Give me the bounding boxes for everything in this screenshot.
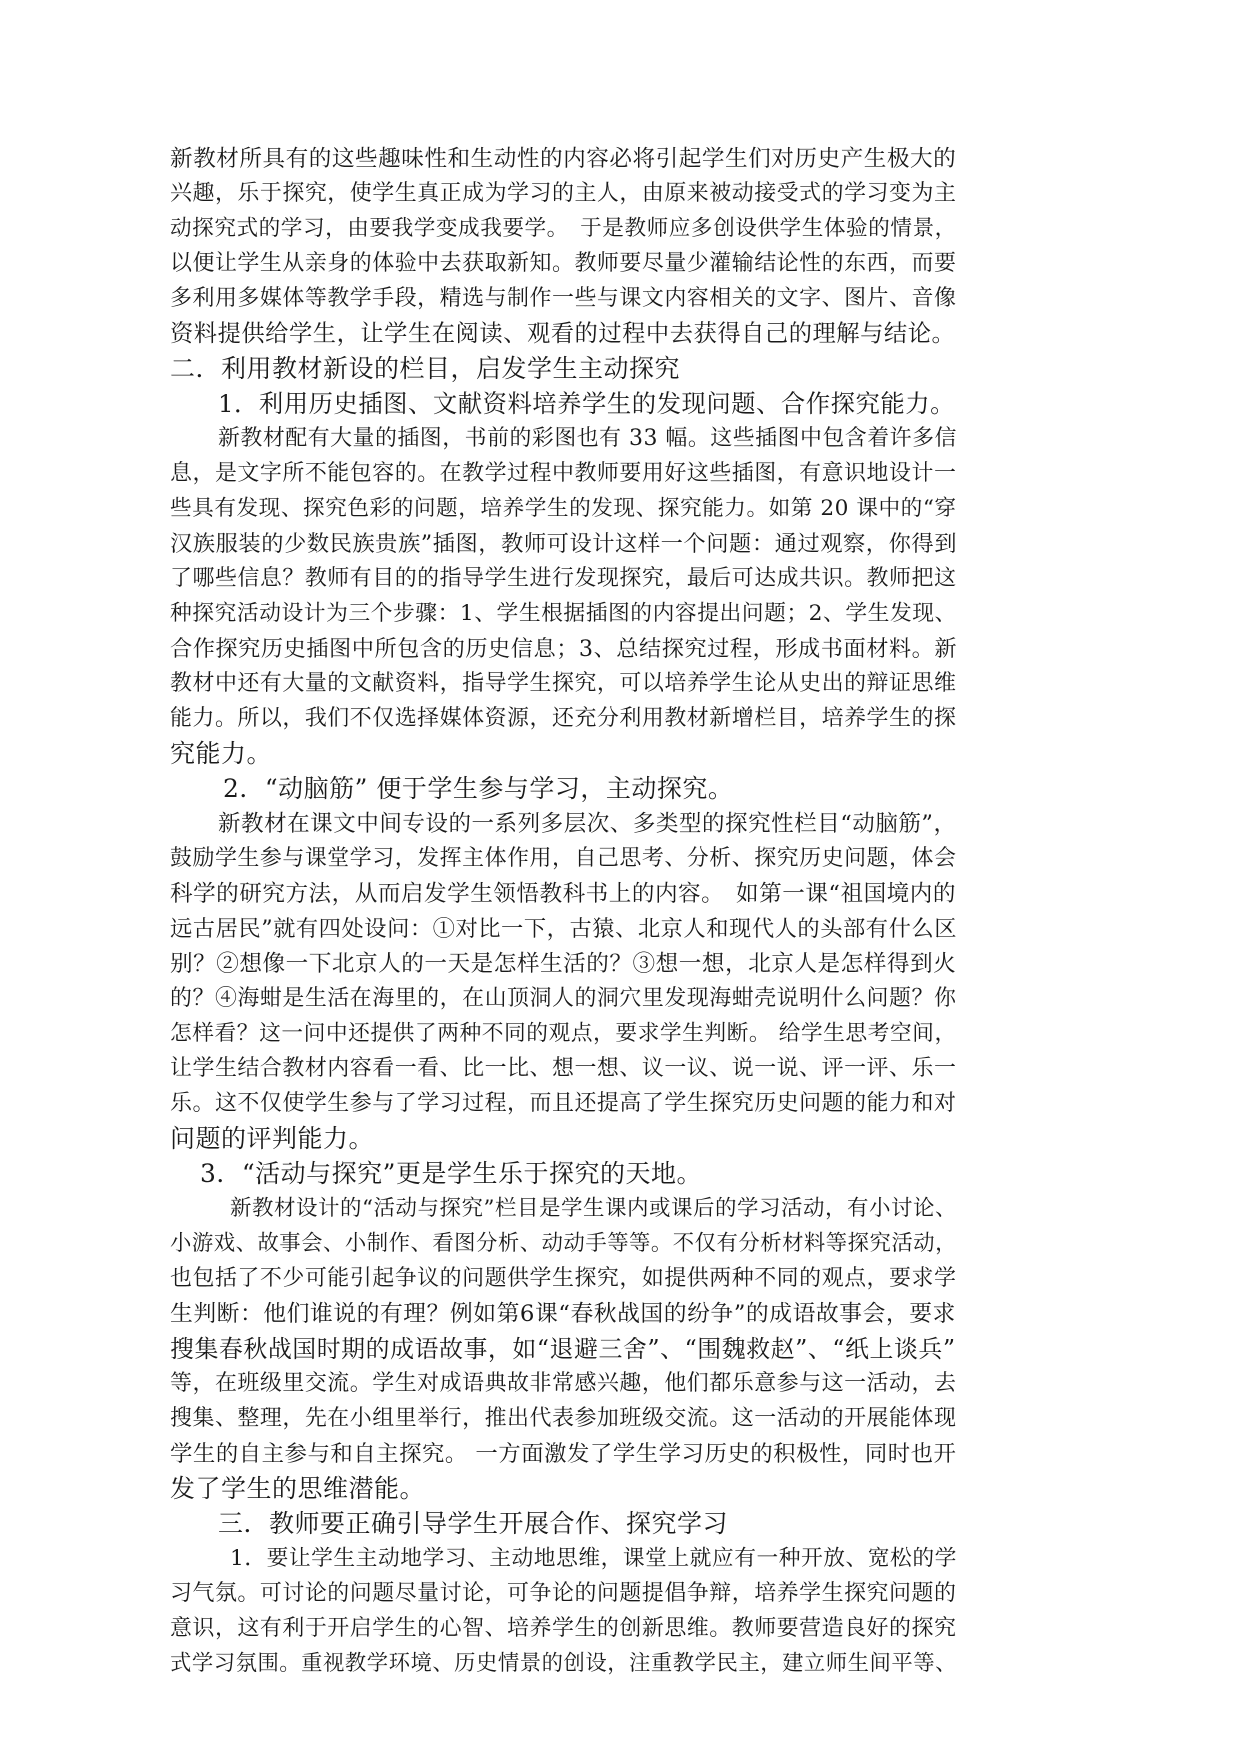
text-line: 动探究式的学习，由要我学变成我要学。 于是教师应多创设供学生体验的情景， [170, 216, 957, 241]
text-line: 小游戏、故事会、小制作、看图分析、动动手等等。不仅有分析材料等探究活动， [170, 1231, 957, 1256]
paragraph-start: 1．要让学生主动地学习、主动地思维，课堂上就应有一种开放、宽松的学 [230, 1546, 957, 1571]
text-line: 教材中还有大量的文献资料，指导学生探究，可以培养学生论从史出的辩证思维 [170, 671, 957, 696]
text-line: 让学生结合教材内容看一看、比一比、想一想、议一议、说一说、评一评、乐一 [170, 1056, 957, 1081]
text-line: 发了学生的思维潜能。 [170, 1474, 426, 1503]
text-line: 新教材所具有的这些趣味性和生动性的内容必将引起学生们对历史产生极大的 [170, 146, 957, 172]
text-line: 种探究活动设计为三个步骤：1、学生根据插图的内容提出问题；2、学生发现、 [170, 601, 957, 626]
text-line: 搜集春秋战国时期的成语故事，如“退避三舍”、“围魏救赵”、“纸上谈兵” [170, 1335, 956, 1363]
text-line: 能力。所以，我们不仅选择媒体资源，还充分利用教材新增栏目，培养学生的探 [170, 706, 957, 731]
text-line: 搜集、整理，先在小组里举行，推出代表参加班级交流。这一活动的开展能体现 [170, 1406, 957, 1431]
text-line: 怎样看？这一问中还提供了两种不同的观点，要求学生判断。 给学生思考空间， [170, 1021, 957, 1046]
text-line: 学生的自主参与和自主探究。 一方面激发了学生学习历史的积极性，同时也开 [170, 1441, 957, 1467]
text-line: 汉族服装的少数民族贵族”插图，教师可设计这样一个问题：通过观察，你得到 [170, 531, 957, 557]
text-line: 也包括了不少可能引起争议的问题供学生探究，如提供两种不同的观点，要求学 [170, 1266, 957, 1291]
text-line: 远古居民”就有四处设问：①对比一下，古猿、北京人和现代人的头部有什么区 [170, 916, 957, 942]
paragraph-start: 新教材设计的“活动与探究”栏目是学生课内或课后的学习活动，有小讨论、 [230, 1196, 957, 1221]
text-line: 科学的研究方法，从而启发学生领悟教科书上的内容。 如第一课“祖国境内的 [170, 881, 956, 907]
text-line: 生判断：他们谁说的有理？例如第6课“春秋战国的纷争”的成语故事会，要求 [170, 1301, 956, 1327]
text-line: 些具有发现、探究色彩的问题，培养学生的发现、探究能力。如第 20 课中的“穿 [170, 496, 957, 521]
text-line: 习气氛。可讨论的问题尽量讨论，可争论的问题提倡争辩，培养学生探究问题的 [170, 1581, 957, 1606]
text-line: 等，在班级里交流。学生对成语典故非常感兴趣，他们都乐意参与这一活动，去 [170, 1371, 957, 1396]
subsection-heading: 1．利用历史插图、文献资料培养学生的发现问题、合作探究能力。 [218, 389, 955, 418]
text-line: 资料提供给学生，让学生在阅读、观看的过程中去获得自己的理解与结论。 [170, 320, 956, 347]
text-line: 多利用多媒体等教学手段，精选与制作一些与课文内容相关的文字、图片、音像 [170, 286, 957, 311]
text-line: 了哪些信息？教师有目的的指导学生进行发现探究，最后可达成共识。教师把这 [170, 566, 957, 591]
text-line: 乐。这不仅使学生参与了学习过程，而且还提高了学生探究历史问题的能力和对 [170, 1091, 957, 1116]
text-line: 究能力。 [170, 739, 273, 768]
paragraph-start: 新教材在课文中间专设的一系列多层次、多类型的探究性栏目“动脑筋”， [218, 811, 957, 837]
subsection-heading: 2．“动脑筋” 便于学生参与学习，主动探究。 [223, 774, 734, 803]
text-line: 别？②想像一下北京人的一天是怎样生活的？③想一想，北京人是怎样得到火 [170, 951, 957, 977]
text-line: 式学习氛围。重视教学环境、历史情景的创设，注重教学民主，建立师生间平等、 [170, 1651, 957, 1676]
text-line: 兴趣，乐于探究，使学生真正成为学习的主人，由原来被动接受式的学习变为主 [170, 181, 957, 206]
text-line: 意识，这有利于开启学生的心智、培养学生的创新思维。教师要营造良好的探究 [170, 1616, 957, 1641]
text-line: 问题的评判能力。 [170, 1124, 375, 1153]
text-line: 以便让学生从亲身的体验中去获取新知。教师要尽量少灌输结论性的东西，而要 [170, 251, 957, 276]
text-line: 息，是文字所不能包容的。在教学过程中教师要用好这些插图，有意识地设计一 [170, 461, 957, 486]
section-heading: 三．教师要正确引导学生开展合作、探究学习 [218, 1509, 729, 1538]
text-line: 合作探究历史插图中所包含的历史信息；3、总结探究过程，形成书面材料。新 [170, 636, 958, 662]
text-line: 鼓励学生参与课堂学习，发挥主体作用，自己思考、分析、探究历史问题，体会 [170, 846, 957, 871]
section-heading: 二．利用教材新设的栏目，启发学生主动探究 [170, 354, 681, 383]
text-line: 的？④海蚶是生活在海里的，在山顶洞人的洞穴里发现海蚶壳说明什么问题？你 [170, 986, 957, 1011]
paragraph-start: 新教材配有大量的插图，书前的彩图也有 33 幅。这些插图中包含着许多信 [218, 426, 957, 451]
subsection-heading: 3．“活动与探究”更是学生乐于探究的天地。 [200, 1159, 702, 1188]
